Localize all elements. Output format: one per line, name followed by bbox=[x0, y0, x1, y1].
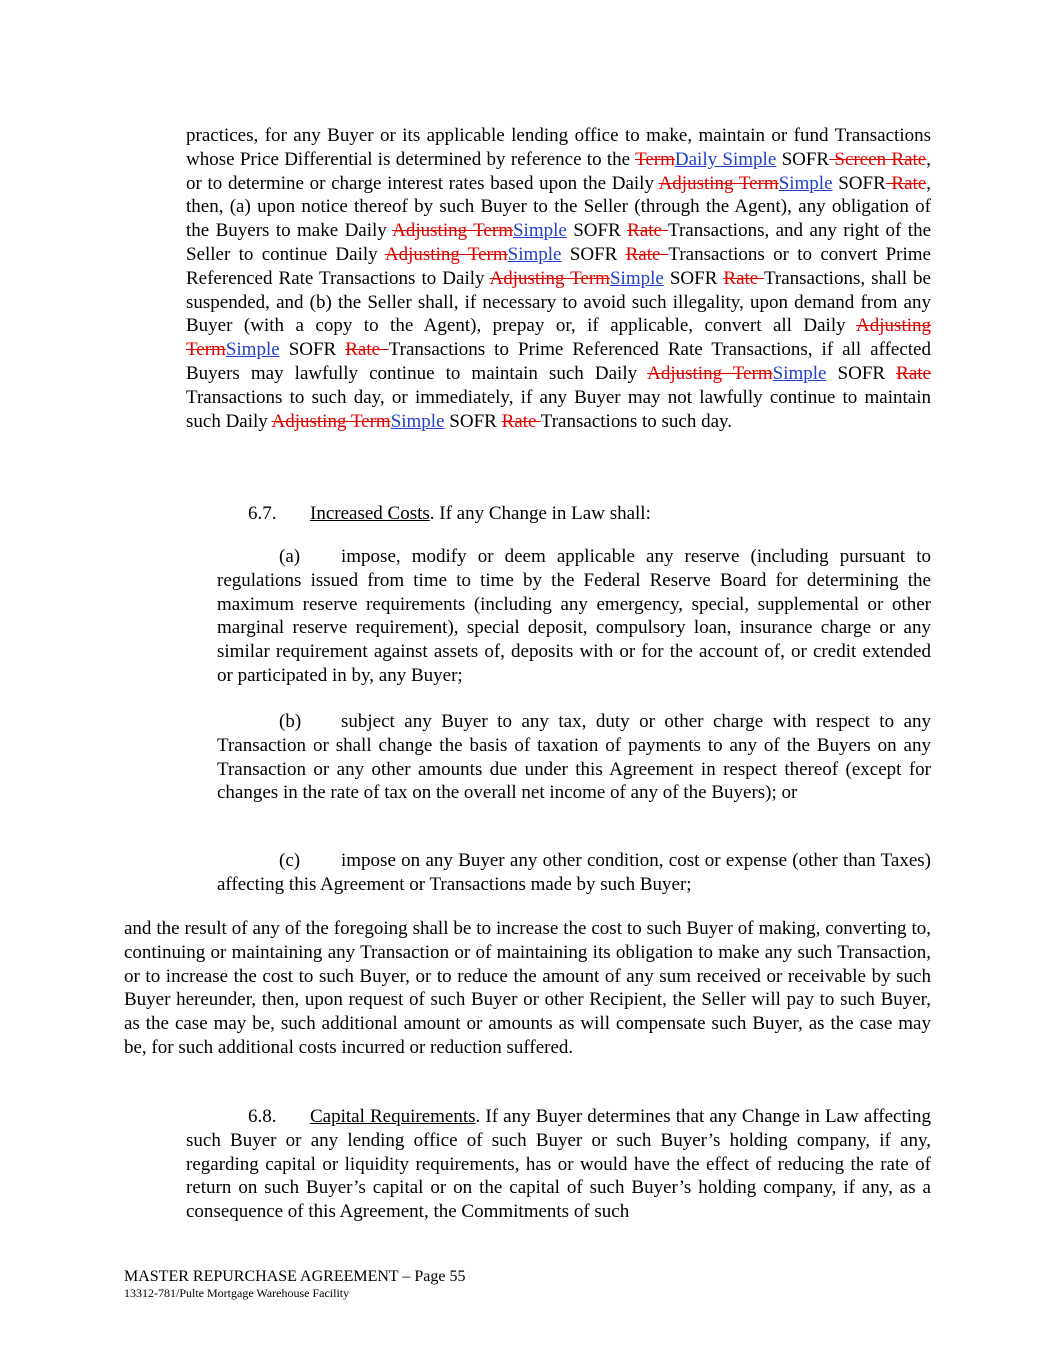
section-heading: Capital Requirements bbox=[310, 1106, 476, 1127]
section-6-7-result: and the result of any of the foregoing shall be to increase the cost to such Buyer of making, converting to, continuing or maintaining any Transaction or of maintaining its obligation to make any such Transaction, or to increase the cost to such Buyer, or to reduce the amount of any sum received or receivable by such Buyer hereunder, then, upon request of such Buyer or other Recipient, the Seller will pay to such Buyer, as the case may be, such additional amount or amounts as will compensate such Buyer, as the case may be, for such additional costs incurred or reduction suffered. bbox=[124, 918, 931, 1058]
deleted-text: Rate bbox=[896, 362, 931, 384]
deleted-text: Adjusting Term bbox=[186, 315, 931, 361]
deleted-text: Rate bbox=[885, 172, 927, 194]
inserted-text: Simple bbox=[390, 410, 445, 432]
clause-label: (b) bbox=[279, 711, 302, 732]
inserted-text: Simple bbox=[609, 267, 664, 289]
deleted-text: Adjusting Term bbox=[271, 410, 391, 432]
deleted-text: Adjusting Term bbox=[647, 362, 773, 384]
clause-a: (a) impose, modify or deem applicable any reserve (including pursuant to regulations issued from time to time by the Federal Reserve Board for determining the maximum reserve requirements (including any emergency, special, supplemental or other marginal reserve requirement), special deposit, compulsory loan, insurance charge or any similar requirement against assets of, deposits with or for the account of, or credit extended or participated in by, any Buyer; bbox=[217, 546, 931, 686]
inserted-text: Simple bbox=[512, 220, 567, 242]
page-footer bbox=[124, 1267, 466, 1301]
deleted-text: Rate bbox=[501, 410, 541, 432]
deleted-text: Adjusting Term bbox=[392, 220, 513, 242]
section-number: 6.7. bbox=[248, 503, 277, 524]
deleted-text: Adjusting Term bbox=[658, 172, 779, 194]
deleted-text: Rate bbox=[627, 220, 669, 242]
inserted-text: Daily Simple bbox=[674, 148, 777, 170]
clause-label: (c) bbox=[279, 850, 301, 871]
section-6-8: 6.8. Capital Requirements. If any Buyer determines that any Change in Law affecting such Buyer or any lending office of such Buyer or such Buyer’s holding company, if any, regarding capital or liquidity requirements, has or would have the effect of reducing the rate of return on such Buyer’s capital or on the capital of such Buyer’s holding company, if any, as a consequence of this Agreement, the Commitments of such bbox=[186, 1106, 931, 1223]
deleted-text: Rate bbox=[625, 243, 669, 265]
paragraph-illegality-continuation: practices, for any Buyer or its applicable lending office to make, maintain or fund Transactions whose Price Differential is determined by reference to the TermDaily Simple SOFR Screen Rate, or to determine or charge interest rates based upon the Daily Adjusting TermSimple SOFR Rate, then, (a) upon notice thereof by such Buyer to the Seller (through the Agent), any obligation of the Buyers to make Daily Adjusting TermSimple SOFR Rate Transactions, and any right of the Seller to continue Daily Adjusting TermSimple SOFR Rate Transactions or to convert Prime Referenced Rate Transactions to Daily Adjusting TermSimple SOFR Rate Transactions, shall be suspended, and (b) the Seller shall, if necessary to avoid such illegality, upon demand from any Buyer (with a copy to the Agent), prepay or, if applicable, convert all Daily Adjusting TermSimple SOFR Rate Transactions to Prime Referenced Rate Transactions, if all affected Buyers may lawfully continue to maintain such Daily Adjusting TermSimple SOFR Rate Transactions to such day, or immediately, if any Buyer may not lawfully continue to maintain such Daily Adjusting TermSimple SOFR Rate Transactions to such day. bbox=[186, 125, 932, 432]
inserted-text: Simple bbox=[772, 362, 827, 384]
deleted-text: Rate bbox=[723, 267, 764, 289]
clause-label: (a) bbox=[279, 546, 301, 567]
deleted-text: Adjusting Term bbox=[384, 243, 508, 265]
deleted-text: Adjusting Term bbox=[489, 267, 610, 289]
inserted-text: Simple bbox=[225, 339, 280, 361]
inserted-text: Simple bbox=[507, 243, 562, 265]
clause-b: (b) subject any Buyer to any tax, duty or other charge with respect to any Transaction or shall change the basis of taxation of payments to any of the Buyers on any Transaction or any other amounts due under this Agreement in respect thereof (except for changes in the rate of tax on the overall net income of any of the Buyers); or bbox=[217, 711, 931, 804]
section-number: 6.8. bbox=[248, 1106, 277, 1127]
section-heading: Increased Costs bbox=[310, 503, 430, 524]
footer-title: MASTER REPURCHASE AGREEMENT – Page 55 bbox=[124, 1268, 466, 1285]
clause-c: (c) impose on any Buyer any other condition, cost or expense (other than Taxes) affecting this Agreement or Transactions made by such Buyer; bbox=[217, 850, 931, 895]
section-6-7-intro: 6.7. Increased Costs. If any Change in Law shall: bbox=[248, 503, 651, 524]
deleted-text: Screen Rate bbox=[829, 148, 927, 170]
deleted-text: Term bbox=[635, 148, 675, 170]
deleted-text: Rate bbox=[345, 339, 389, 361]
inserted-text: Simple bbox=[778, 172, 833, 194]
footer-document-reference: 13312-781/Pulte Mortgage Warehouse Facility bbox=[124, 1286, 350, 1300]
